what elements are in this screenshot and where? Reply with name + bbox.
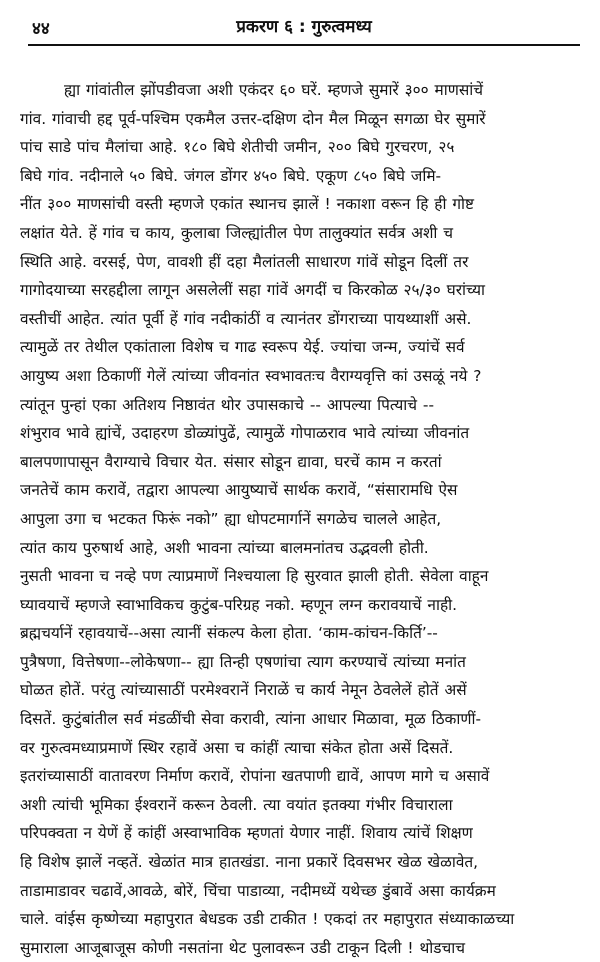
text-line: ब्रह्मचर्यानें रहावयाचें--असा त्यानीं संकल्प केला होता. ‘काम-कांचन-किर्ति’-- — [20, 624, 438, 643]
text-line: नींत ३०० माणसांची वस्ती म्हणजे एकांत स्थानच झालें ! नकाशा वरून हि ही गोष्ट — [20, 195, 474, 214]
text-line: परिपक्वता न येणें हें कांहीं अस्वाभाविक म्हणतां येणार नाहीं. शिवाय त्यांचें शिक्षण — [20, 824, 473, 843]
text-line: त्यांतून पुन्हां एका अतिशय निष्ठावंत थोर उपासकाचे -- आपल्या पित्याचे -- — [20, 395, 435, 414]
text-line: सुमाराला आजूबाजूस कोणी नसतांना थेट पुलावरून उडी टाकून दिली ! थोडचाच — [20, 938, 466, 957]
text-line: पांच साडे पांच मैलांचा आहे. १८० बिघे शेतीची जमीन, २०० बिघे गुरचरण, २५ — [20, 138, 455, 157]
text-line: बालपणापासून वैराग्याचे विचार येत. संसार सोडून द्यावा, घरचें काम न करतां — [20, 452, 442, 471]
text-line: शंभुराव भावे ह्यांचें, उदाहरण डोळ्यांपुढें, त्यामुळें गोपाळराव भावे त्यांच्या जीवनांत — [20, 424, 470, 443]
text-line: लक्षांत येते. हें गांव च काय, कुलाबा जिल्ह्यांतील पेण तालुक्यांत सर्वत्र अशी च — [20, 223, 454, 242]
text-line: आयुष्य अशा ठिकाणीं गेलें त्यांच्या जीवनांत स्वभावतःच वैराग्यवृत्ति कां उसळूं नये ? — [20, 366, 482, 385]
page-number: ४४ — [32, 19, 50, 39]
text-line: इतरांच्यासाठीं वातावरण निर्माण करावें, रोपांना खतपाणी द्यावें, आपण मागे च असावें — [20, 767, 490, 786]
page-header — [28, 10, 580, 46]
text-line: त्यामुळें तर तेथील एकांताला विशेष च गाढ स्वरूप येई. ज्यांचा जन्म, ज्यांचें सर्व — [20, 338, 465, 357]
text-line: जनतेचें काम करावें, तद्वारा आपल्या आयुष्याचें सार्थक करावें, “संसारामधि ऐस — [20, 481, 458, 500]
text-line: त्यांत काय पुरुषार्थ आहे, अशी भावना त्यांच्या बालमनांतच उद्भवली होती. — [20, 538, 429, 557]
text-line: गांव. गांवाची हद्द पूर्व-पश्चिम एकमैल उत्तर-दक्षिण दोन मैल मिळून सगळा घेर सुमारें — [20, 109, 486, 128]
text-line: चाले. वांईस कृष्णेच्या महापुरात बेधडक उडी टाकीत ! एकदां तर महापुरात संध्याकाळच्या — [20, 910, 515, 929]
body-text — [20, 76, 584, 962]
running-title: प्रकरण ६ : गुरुत्वमध्य — [236, 17, 372, 37]
text-line: वस्तीचीं आहेत. त्यांत पूर्वी हें गांव नदीकांठीं व त्यानंतर डोंगराच्या पायथ्याशीं असे. — [20, 309, 472, 328]
text-line: ताडामाडावर चढावें,आवळे, बोरें, चिंचा पाडाव्या, नदीमध्यें यथेच्छ डुंबावें असा कार्यक्रम — [20, 881, 496, 900]
text-line: घोळत होतें. परंतु त्यांच्यासाठीं परमेश्वरानें निराळें च कार्य नेमून ठेवलेलें होतें असें — [20, 681, 467, 700]
text-line: नुसती भावना च नव्हे पण त्याप्रमाणें निश्चयाला हि सुरवात झाली होती. सेवेला वाहून — [20, 567, 489, 586]
text-line: घ्यावयाचें म्हणजे स्वाभाविकच कुटुंब-परिग्रह नको. म्हणून लग्न करावयाचें नाही. — [20, 595, 457, 614]
text-line: बिघे गांव. नदीनाले ५० बिघे. जंगल डोंगर ४५० बिघे. एकूण ८५० बिघे जमि- — [20, 166, 442, 185]
text-line: गागोदयाच्या सरहद्दीला लागून असलेलीं सहा गांवें अगदीं च किरकोळ २५/३० घरांच्या — [20, 281, 486, 300]
text-line: दिसतें. कुटुंबांतील सर्व मंडळींची सेवा करावी, त्यांना आधार मिळावा, मूळ ठिकाणीं- — [20, 710, 482, 729]
text-line: पुत्रैषणा, वित्तेषणा--लोकेषणा-- ह्या तिन्ही एषणांचा त्याग करण्याचें त्यांच्या मनांत — [20, 652, 466, 671]
text-line: वर गुरुत्वमध्याप्रमाणें स्थिर रहावें असा च कांहीं त्याचा संकेत होता असें दिसतें. — [20, 738, 454, 757]
text-line: ह्या गांवांतील झोंपडीवजा अशी एकंदर ६० घरें. म्हणजे सुमारें ३०० माणसांचें — [64, 81, 483, 99]
text-line: हि विशेष झालें नव्हतें. खेळांत मात्र हातखंडा. नाना प्रकारें दिवसभर खेळ खेळावेत, — [20, 853, 479, 872]
text-line: अशी त्यांची भूमिका ईश्वरानें करून ठेवली. त्या वयांत इतक्या गंभीर विचाराला — [20, 795, 453, 814]
text-line: आपुला उगा च भटकत फिरूं नको” ह्या धोपटमार्गानें सगळेच चालले आहेत, — [20, 509, 442, 528]
text-line: स्थिति आहे. वरसई, पेण, वावशी हीं दहा मैलांतली साधारण गांवें सोडून दिलीं तर — [20, 252, 469, 271]
